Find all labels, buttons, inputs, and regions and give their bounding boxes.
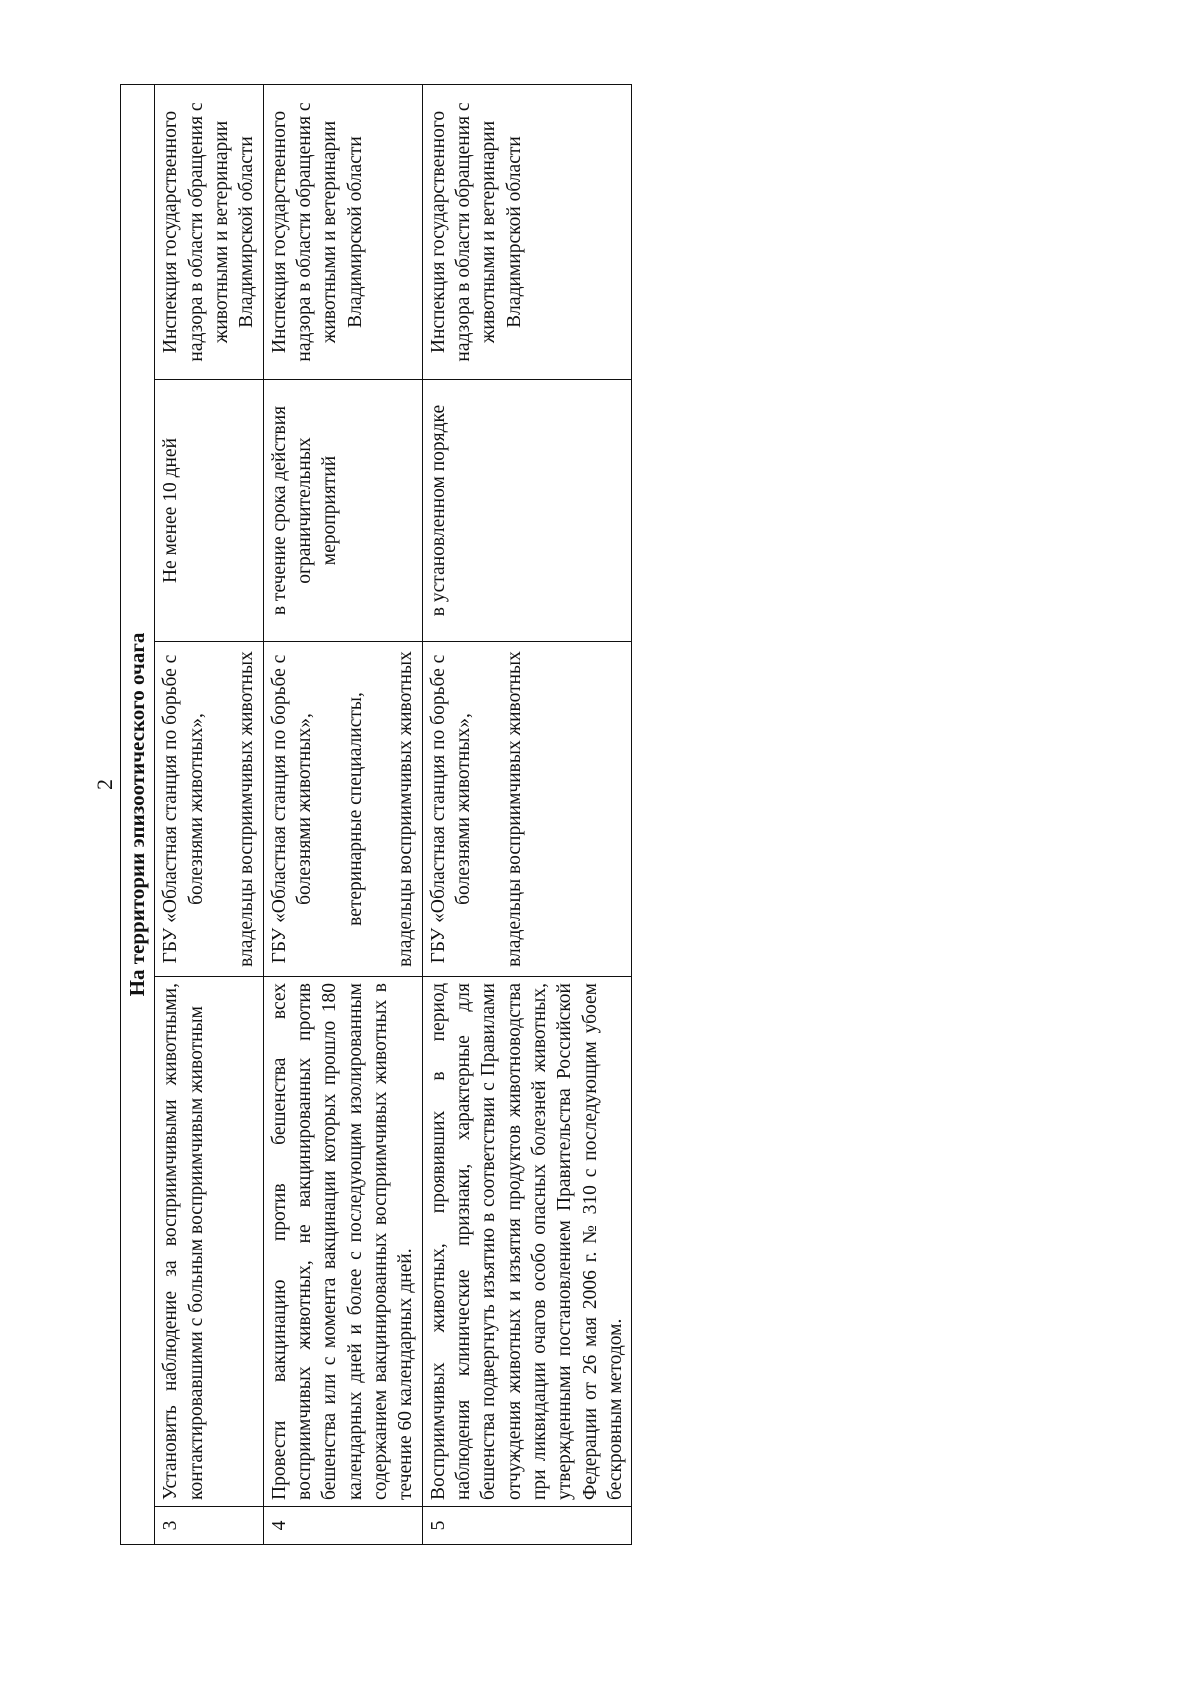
term-cell: в течение срока действия ограничительных мероприятий	[263, 380, 422, 642]
control-cell: Инспекция государственного надзора в области обращения с животными и ветеринарии Владимирской области	[422, 84, 632, 379]
control-cell: Инспекция государственного надзора в области обращения с животными и ветеринарии Владимирской области	[155, 84, 263, 379]
measures-table	[120, 84, 632, 1545]
page-number: 2	[92, 779, 117, 790]
row-number: 3	[155, 1507, 263, 1545]
executors-cell	[422, 642, 632, 977]
executors-cell	[155, 642, 263, 977]
action-cell: Восприимчивых животных, проявивших в период наблюдения клинические признаки, характерные для бешенства подвергнуть изъятию в соответствии с Правилами отчуждения животных и изъятия продуктов животноводства при ликвидации очагов особо опасных болезней животных, утвержденными постановлением Правительства Российской Федерации от 26 мая 2006 г. № 310 с последующим убоем бескровным методом.	[422, 977, 632, 1507]
section-title: На территории эпизоотического очага	[121, 84, 155, 1544]
term-cell: в установленном порядке	[422, 380, 632, 642]
executor-line: ГБУ «Областная станция по борьбе с болезнями животных»,	[427, 654, 475, 964]
action-cell: Провести вакцинацию против бешенства всех восприимчивых животных, не вакцинированных против бешенства или с момента вакцинации которых прошло 180 календарных дней и более с последующим изолированным содержанием вакцинированных восприимчивых животных в течение 60 календарных дней.	[263, 977, 422, 1507]
executor-line: владельцы восприимчивых животных	[395, 651, 417, 967]
executor-line: ветеринарные специалисты,	[344, 692, 366, 926]
executors-cell	[263, 642, 422, 977]
row-number: 4	[263, 1507, 422, 1545]
control-cell: Инспекция государственного надзора в области обращения с животными и ветеринарии Владимирской области	[263, 84, 422, 379]
action-cell: Установить наблюдение за восприимчивыми животными, контактировавшими с больным восприимчивым животным	[155, 977, 263, 1507]
rotated-table-container	[120, 85, 1150, 1545]
table-row	[422, 84, 632, 1544]
row-number: 5	[422, 1507, 632, 1545]
table-row	[263, 84, 422, 1544]
term-cell: Не менее 10 дней	[155, 380, 263, 642]
executor-line: владельцы восприимчивых животных	[503, 651, 525, 967]
table-row	[155, 84, 263, 1544]
executor-line: ГБУ «Областная станция по борьбе с болезнями животных»,	[160, 654, 207, 964]
section-header-row	[121, 84, 155, 1544]
executor-line: ГБУ «Областная станция по борьбе с болезнями животных»,	[268, 654, 316, 964]
executor-line: владельцы восприимчивых животных	[236, 651, 258, 967]
